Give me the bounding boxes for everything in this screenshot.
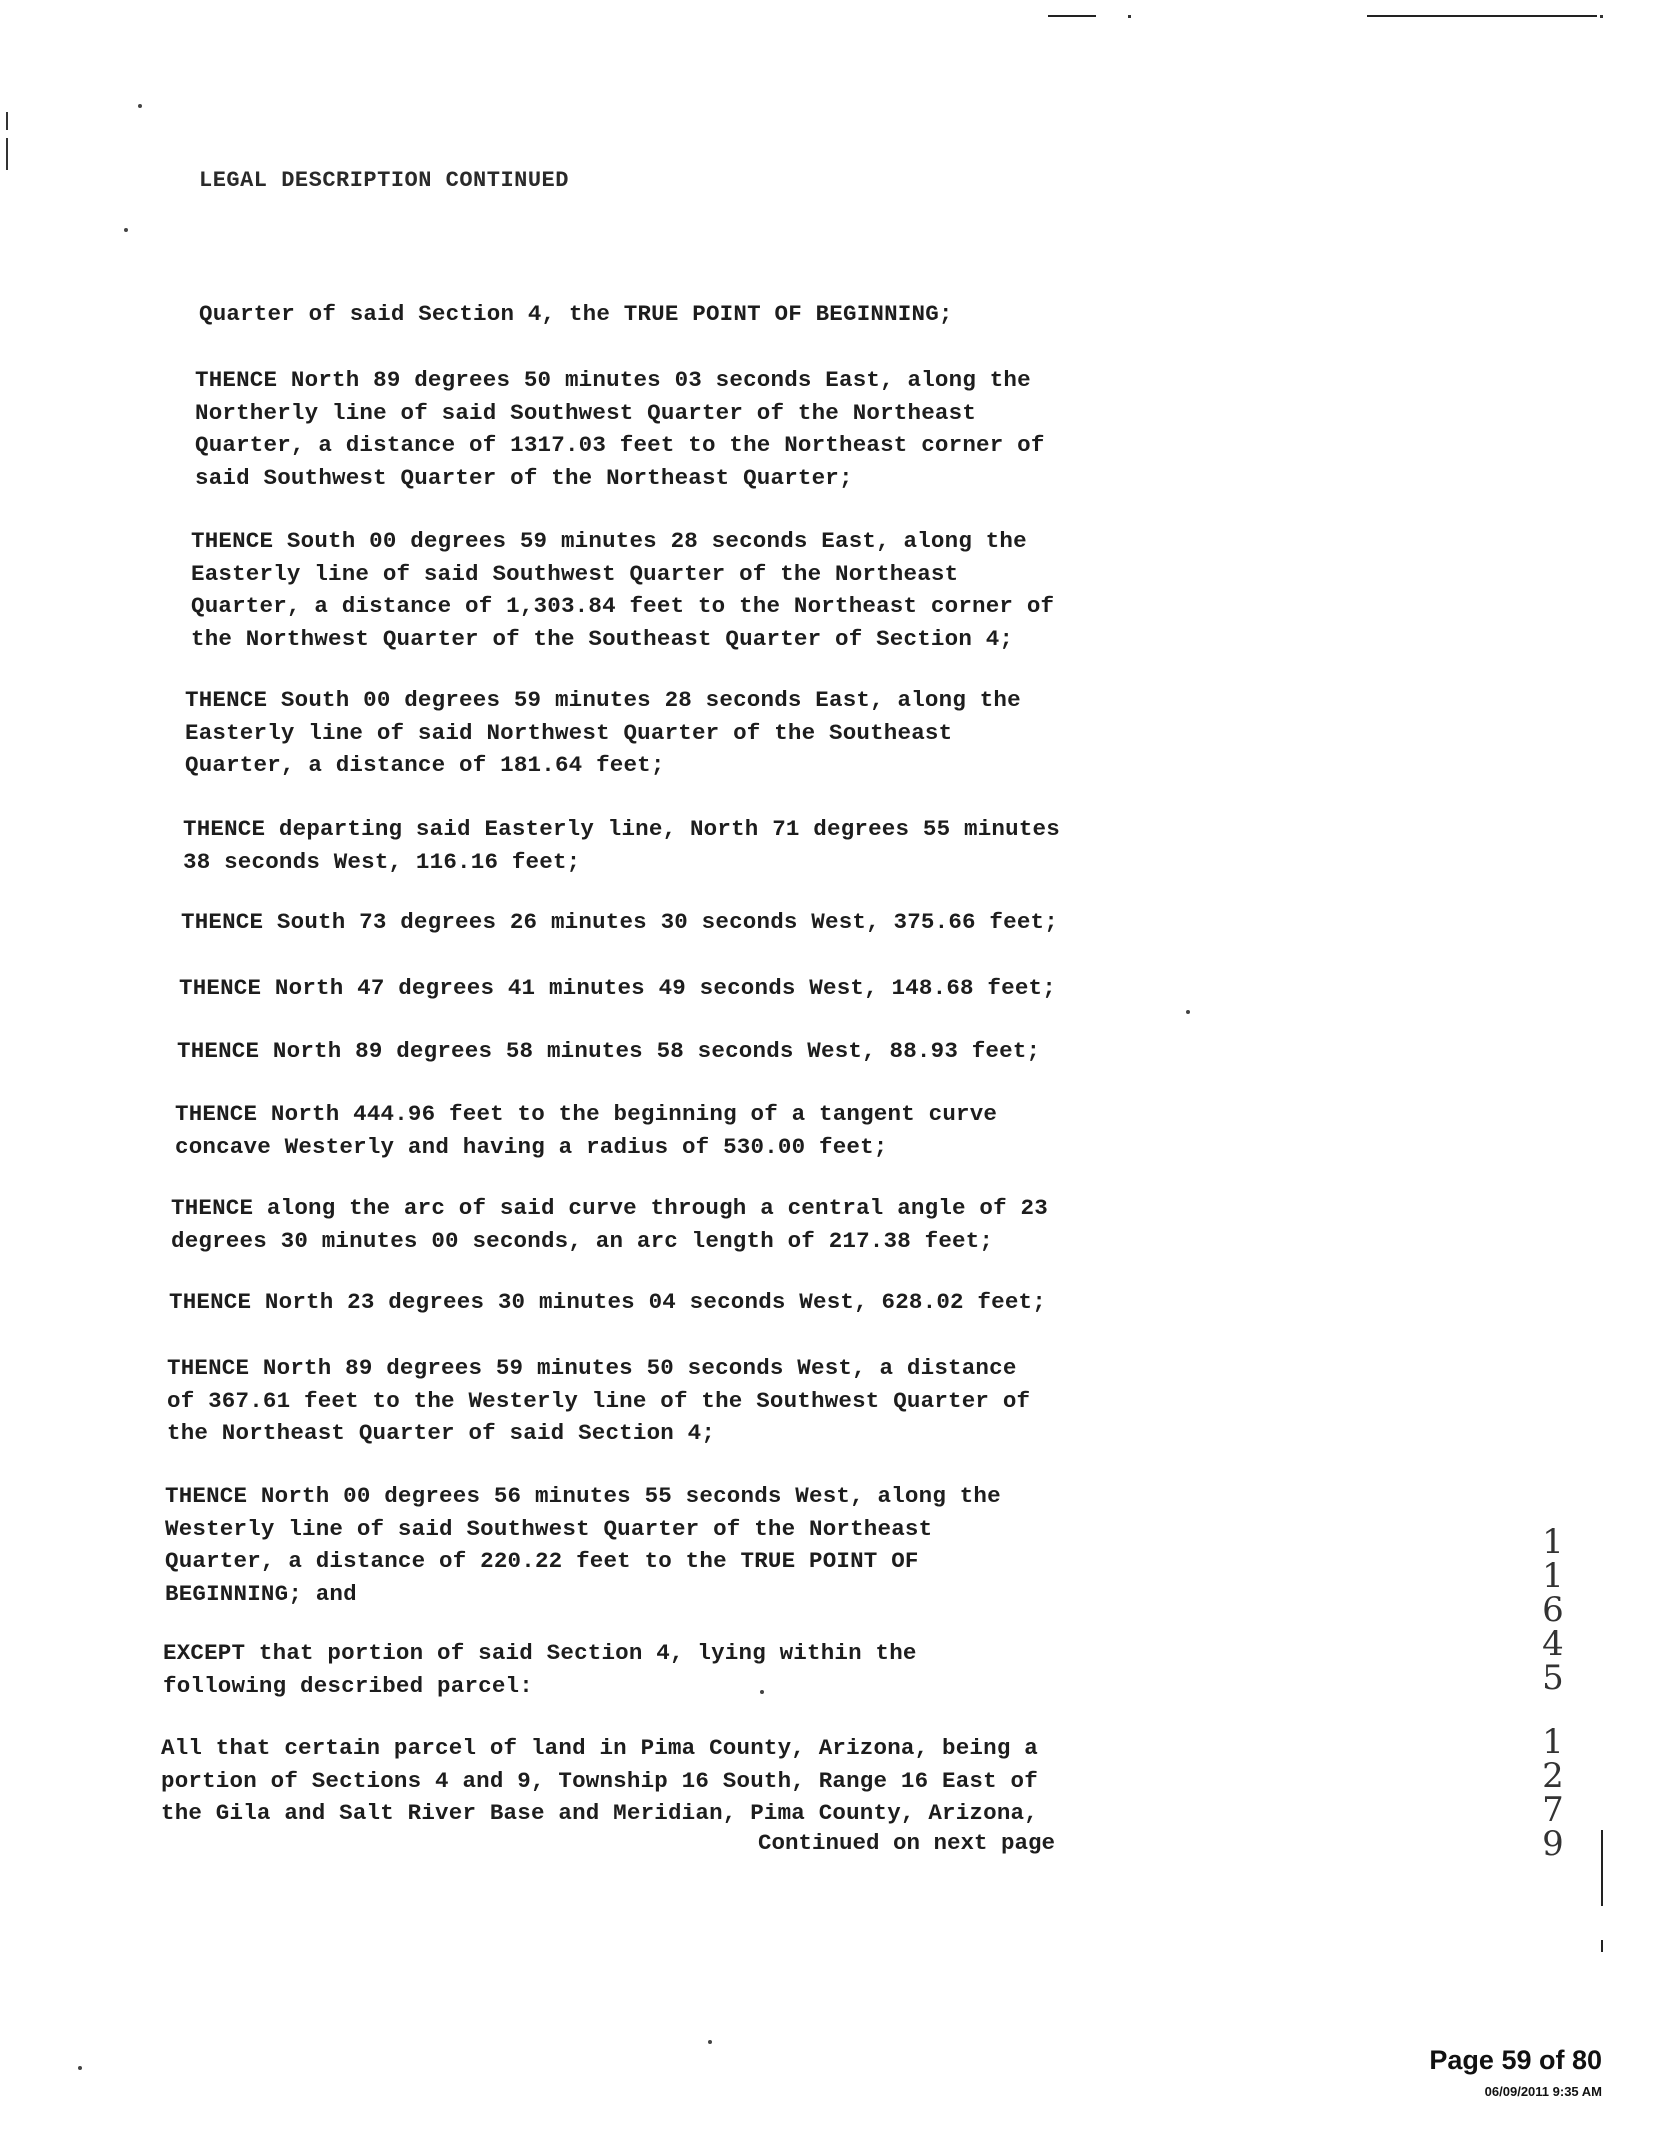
recording-number (1541, 1522, 1565, 1864)
scan-margin-bar (1601, 1940, 1603, 1952)
paragraph-course: THENCE departing said Easterly line, North 71 degrees 55 minutes 38 seconds West, 116.16 feet; (183, 816, 1060, 875)
recording-digit: 1 (1542, 1556, 1564, 1596)
scan-speck (1128, 15, 1131, 18)
scan-margin-mark (6, 138, 8, 170)
paragraph-course: THENCE North 47 degrees 41 minutes 49 seconds West, 148.68 feet; (179, 975, 1056, 1001)
scan-rule (1048, 15, 1096, 17)
recording-gap (1541, 1695, 1565, 1725)
recording-digit: 9 (1542, 1824, 1564, 1864)
recording-digit: 1 (1542, 1522, 1564, 1562)
continued-note: Continued on next page (758, 1830, 1056, 1856)
recording-digit: 1 (1542, 1722, 1564, 1762)
recording-digit: 7 (1542, 1790, 1564, 1830)
paragraph-course: THENCE South 00 degrees 59 minutes 28 seconds East, along the Easterly line of said Southwest Quarter of the Northeast Quarter, a distance of 1,303.84 feet to the Northeast corner of the Northwest Quarter of the Southeast Quarter of Section 4; (191, 528, 1055, 652)
recording-digit: 6 (1542, 1590, 1564, 1630)
scan-speck (78, 2066, 82, 2070)
paragraph-course: THENCE along the arc of said curve through a central angle of 23 degrees 30 minutes 00 seconds, an arc length of 217.38 feet; (171, 1195, 1048, 1254)
scan-speck (708, 2040, 712, 2044)
recording-digit: 4 (1542, 1624, 1564, 1664)
paragraph-course: THENCE North 00 degrees 56 minutes 55 seconds West, along the Westerly line of said Southwest Quarter of the Northeast Quarter, a distance of 220.22 feet to the TRUE POINT OF BEGINNING; and (165, 1483, 1001, 1607)
paragraph-course: THENCE North 444.96 feet to the beginning of a tangent curve concave Westerly and having a radius of 530.00 feet; (175, 1101, 998, 1160)
recording-digit: 5 (1542, 1658, 1564, 1698)
paragraph-course: THENCE North 89 degrees 59 minutes 50 seconds West, a distance of 367.61 feet to the Westerly line of the Southwest Quarter of the Northeast Quarter of said Section 4; (167, 1355, 1031, 1446)
paragraph-course: THENCE South 73 degrees 26 minutes 30 seconds West, 375.66 feet; (181, 909, 1058, 935)
scan-margin-bar (1601, 1830, 1603, 1906)
scan-speck (138, 104, 142, 108)
paragraph-course: THENCE South 00 degrees 59 minutes 28 seconds East, along the Easterly line of said Northwest Quarter of the Southeast Quarter, a distance of 181.64 feet; (185, 687, 1021, 778)
scan-rule (1367, 15, 1597, 17)
paragraph-course: THENCE North 89 degrees 58 minutes 58 seconds West, 88.93 feet; (177, 1038, 1041, 1064)
paragraph-exception: EXCEPT that portion of said Section 4, lying within the following described parcel: (163, 1640, 917, 1699)
scan-speck (1186, 1010, 1190, 1014)
page-number: Page 59 of 80 (1429, 2045, 1602, 2075)
paragraph-parcel: All that certain parcel of land in Pima County, Arizona, being a portion of Sections 4 and 9, Township 16 South, Range 16 East of the Gila and Salt River Base and Meridian, Pima County, Arizona, (161, 1735, 1038, 1826)
print-timestamp: 06/09/2011 9:35 AM (1484, 2084, 1602, 2099)
scan-speck (124, 228, 128, 232)
scan-speck (1600, 15, 1603, 18)
recording-digit: 2 (1542, 1756, 1564, 1796)
section-heading: LEGAL DESCRIPTION CONTINUED (199, 168, 569, 193)
paragraph-course: THENCE North 23 degrees 30 minutes 04 seconds West, 628.02 feet; (169, 1289, 1046, 1315)
paragraph-course: THENCE North 89 degrees 50 minutes 03 seconds East, along the Northerly line of said Southwest Quarter of the Northeast Quarter, a distance of 1317.03 feet to the Northeast corner of said Southwest Quarter of the Northeast Quarter; (195, 367, 1045, 491)
paragraph-true-point: Quarter of said Section 4, the TRUE POINT OF BEGINNING; (199, 301, 953, 327)
scan-margin-mark (6, 112, 8, 130)
